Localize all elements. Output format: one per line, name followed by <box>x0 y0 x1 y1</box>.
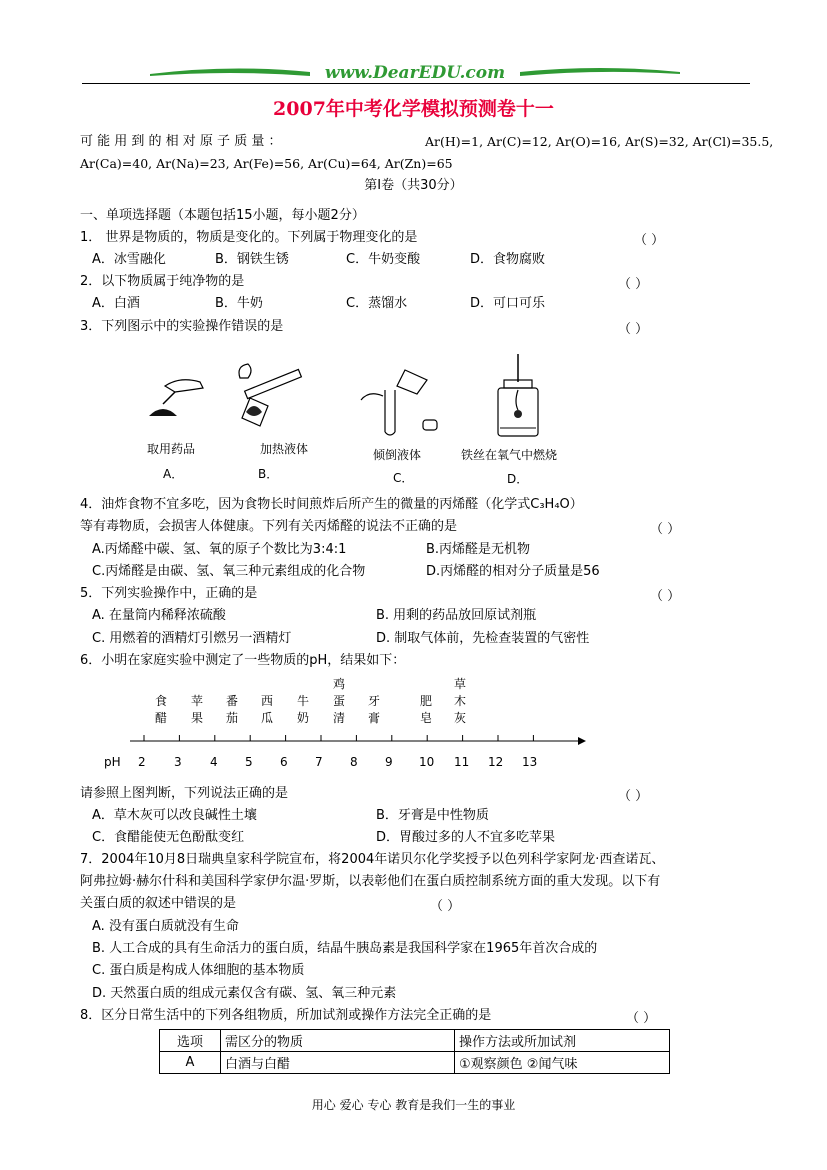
atomic-mass-line1: Ar(H)=1, Ar(C)=12, Ar(O)=16, Ar(S)=32, Ar(Cl)=35.5, <box>425 134 774 149</box>
q8-answer-paren[interactable]: （ ） <box>626 1011 657 1026</box>
table-cell: 白酒与白醋 <box>221 1052 455 1074</box>
ph-tick-label: 10 <box>419 755 435 769</box>
q2-option-a[interactable]: A．白酒 <box>92 296 140 311</box>
section-heading: 一、单项选择题（本题包括15小题，每小题2分） <box>80 208 365 223</box>
heat-liquid-figure[interactable] <box>228 356 308 436</box>
q8-stem: 8．区分日常生活中的下列各组物质，所加试剂或操作方法完全正确的是 <box>80 1008 492 1023</box>
ph-substance-label: 鸡 蛋 清 <box>332 677 345 725</box>
q2-option-c[interactable]: C．蒸馏水 <box>346 296 408 311</box>
ph-substance-label: 西 瓜 <box>260 694 273 725</box>
ph-axis <box>100 730 590 752</box>
ph-tick-label: 6 <box>280 755 288 769</box>
ph-tick-label: 2 <box>138 755 146 769</box>
table-cell: ①观察颜色 ②闻气味 <box>455 1052 670 1074</box>
ph-tick-label: 7 <box>315 755 323 769</box>
table-header-cell: 需区分的物质 <box>221 1030 455 1052</box>
q3-letter-b: B． <box>258 467 279 481</box>
q3-letter-a: A． <box>163 467 184 481</box>
section-title: 第Ⅰ卷（共30分） <box>364 178 463 193</box>
q3-caption-d: 铁丝在氧气中燃烧 <box>461 448 558 462</box>
iron-wire-burning-figure[interactable] <box>492 352 542 442</box>
site-logo-text: www.DearEDU.com <box>324 63 506 83</box>
q6-option-a[interactable]: A．草木灰可以改良碱性土壤 <box>92 808 257 823</box>
ph-tick-label: 12 <box>488 755 504 769</box>
q5-option-c[interactable]: C. 用燃着的酒精灯引燃另一酒精灯 <box>92 631 292 646</box>
q5-option-d[interactable]: D. 制取气体前，先检查装置的气密性 <box>376 631 590 646</box>
atomic-mass-label: 可 能 用 到 的 相 对 原 子 质 量 ： <box>80 134 282 149</box>
q1-option-d[interactable]: D．食物腐败 <box>470 252 546 267</box>
q3-caption-a: 取用药品 <box>147 442 196 456</box>
header-rule <box>82 83 750 84</box>
ph-axis-label: pH <box>104 755 121 769</box>
fetch-reagent-figure[interactable] <box>145 368 215 423</box>
q6-question: 请参照上图判断，下列说法正确的是 <box>80 786 289 801</box>
q2-answer-paren[interactable]: （ ） <box>618 277 649 292</box>
q7-option-c[interactable]: C. 蛋白质是构成人体细胞的基本物质 <box>92 963 305 978</box>
q4-stem-line1: 4．油炸食物不宜多吃，因为食物长时间煎炸后所产生的微量的丙烯醛（化学式C₃H₄O） <box>80 497 583 512</box>
atomic-mass-line2: Ar(Ca)=40, Ar(Na)=23, Ar(Fe)=56, Ar(Cu)=64, Ar(Zn)=65 <box>80 156 453 171</box>
q7-stem-line2: 阿弗拉姆·赫尔什科和美国科学家伊尔温·罗斯，以表彰他们在蛋白质控制系统方面的重大发现。以下有 <box>80 874 661 889</box>
q4-option-d[interactable]: D.丙烯醛的相对分子质量是56 <box>426 564 600 579</box>
table-cell: A <box>160 1052 221 1074</box>
q6-stem: 6．小明在家庭实验中测定了一些物质的pH，结果如下： <box>80 653 406 668</box>
q5-option-a[interactable]: A. 在量筒内稀释浓硫酸 <box>92 608 226 623</box>
header-logo <box>150 60 680 84</box>
q6-option-d[interactable]: D．胃酸过多的人不宜多吃苹果 <box>376 830 556 845</box>
ph-tick-label: 5 <box>245 755 253 769</box>
ph-tick-label: 8 <box>350 755 358 769</box>
q1-answer-paren[interactable]: （ ） <box>634 233 665 248</box>
ph-substance-label: 牛 奶 <box>296 694 309 725</box>
ph-substance-label: 番 茄 <box>225 694 238 725</box>
q6-option-b[interactable]: B．牙膏是中性物质 <box>376 808 489 823</box>
table-header-cell: 选项 <box>160 1030 221 1052</box>
ph-tick-label: 3 <box>174 755 182 769</box>
table-header-cell: 操作方法或所加试剂 <box>455 1030 670 1052</box>
q3-stem: 3．下列图示中的实验操作错误的是 <box>80 319 284 334</box>
ph-substance-label: 肥 皂 <box>419 694 432 725</box>
q6-answer-paren[interactable]: （ ） <box>618 789 649 804</box>
q2-stem: 2．以下物质属于纯净物的是 <box>80 274 245 289</box>
q3-letter-d: D． <box>507 472 529 486</box>
q3-caption-c: 倾倒液体 <box>373 448 422 462</box>
q7-stem-line3: 关蛋白质的叙述中错误的是 <box>80 896 237 911</box>
ph-tick-label: 13 <box>522 755 538 769</box>
q7-option-d[interactable]: D. 天然蛋白质的组成元素仅含有碳、氢、氧三种元素 <box>92 986 397 1001</box>
ph-tick-label: 9 <box>385 755 393 769</box>
q7-option-b[interactable]: B. 人工合成的具有生命活力的蛋白质，结晶牛胰岛素是我国科学家在1965年首次合成的 <box>92 941 598 956</box>
ph-substance-label: 苹 果 <box>190 694 203 725</box>
q7-answer-paren[interactable]: （ ） <box>430 899 461 914</box>
q3-caption-b: 加热液体 <box>260 442 309 456</box>
q5-answer-paren[interactable]: （ ） <box>650 589 681 604</box>
q3-letter-c: C． <box>393 471 414 485</box>
q1-option-a[interactable]: A．冰雪融化 <box>92 252 166 267</box>
ph-substance-label: 牙 膏 <box>367 694 380 725</box>
page-title: 2007年中考化学模拟预测卷十一 <box>273 98 554 120</box>
q7-option-a[interactable]: A. 没有蛋白质就没有生命 <box>92 919 239 934</box>
q5-stem: 5．下列实验操作中，正确的是 <box>80 586 258 601</box>
q4-stem-line2: 等有毒物质，会损害人体健康。下列有关丙烯醛的说法不正确的是 <box>80 519 458 534</box>
q2-option-d[interactable]: D．可口可乐 <box>470 296 546 311</box>
q4-option-b[interactable]: B.丙烯醛是无机物 <box>426 542 531 557</box>
q5-option-b[interactable]: B. 用剩的药品放回原试剂瓶 <box>376 608 537 623</box>
q1-option-c[interactable]: C．牛奶变酸 <box>346 252 421 267</box>
q1-option-b[interactable]: B．钢铁生锈 <box>215 252 289 267</box>
q3-answer-paren[interactable]: （ ） <box>618 322 649 337</box>
q4-option-a[interactable]: A.丙烯醛中碳、氢、氧的原子个数比为3:4:1 <box>92 542 347 557</box>
q6-option-c[interactable]: C．食醋能使无色酚酞变红 <box>92 830 245 845</box>
ph-tick-label: 4 <box>210 755 218 769</box>
q2-option-b[interactable]: B．牛奶 <box>215 296 263 311</box>
q8-table <box>159 1029 670 1074</box>
ph-substance-label: 草 木 灰 <box>453 677 466 725</box>
ph-substance-label: 食 醋 <box>154 694 167 725</box>
ph-tick-label: 11 <box>454 755 470 769</box>
table-header-row <box>160 1030 670 1052</box>
pour-liquid-figure[interactable] <box>355 360 445 440</box>
table-row <box>160 1052 670 1074</box>
page-footer: 用心 爱心 专心 教育是我们一生的事业 <box>311 1098 516 1112</box>
q4-option-c[interactable]: C.丙烯醛是由碳、氢、氧三种元素组成的化合物 <box>92 564 366 579</box>
q4-answer-paren[interactable]: （ ） <box>650 522 681 537</box>
q1-stem: 1． 世界是物质的，物质是变化的。下列属于物理变化的是 <box>80 230 418 245</box>
q7-stem-line1: 7．2004年10月8日瑞典皇家科学院宣布，将2004年诺贝尔化学奖授予以色列科学家阿龙·西查诺瓦、 <box>80 852 665 867</box>
